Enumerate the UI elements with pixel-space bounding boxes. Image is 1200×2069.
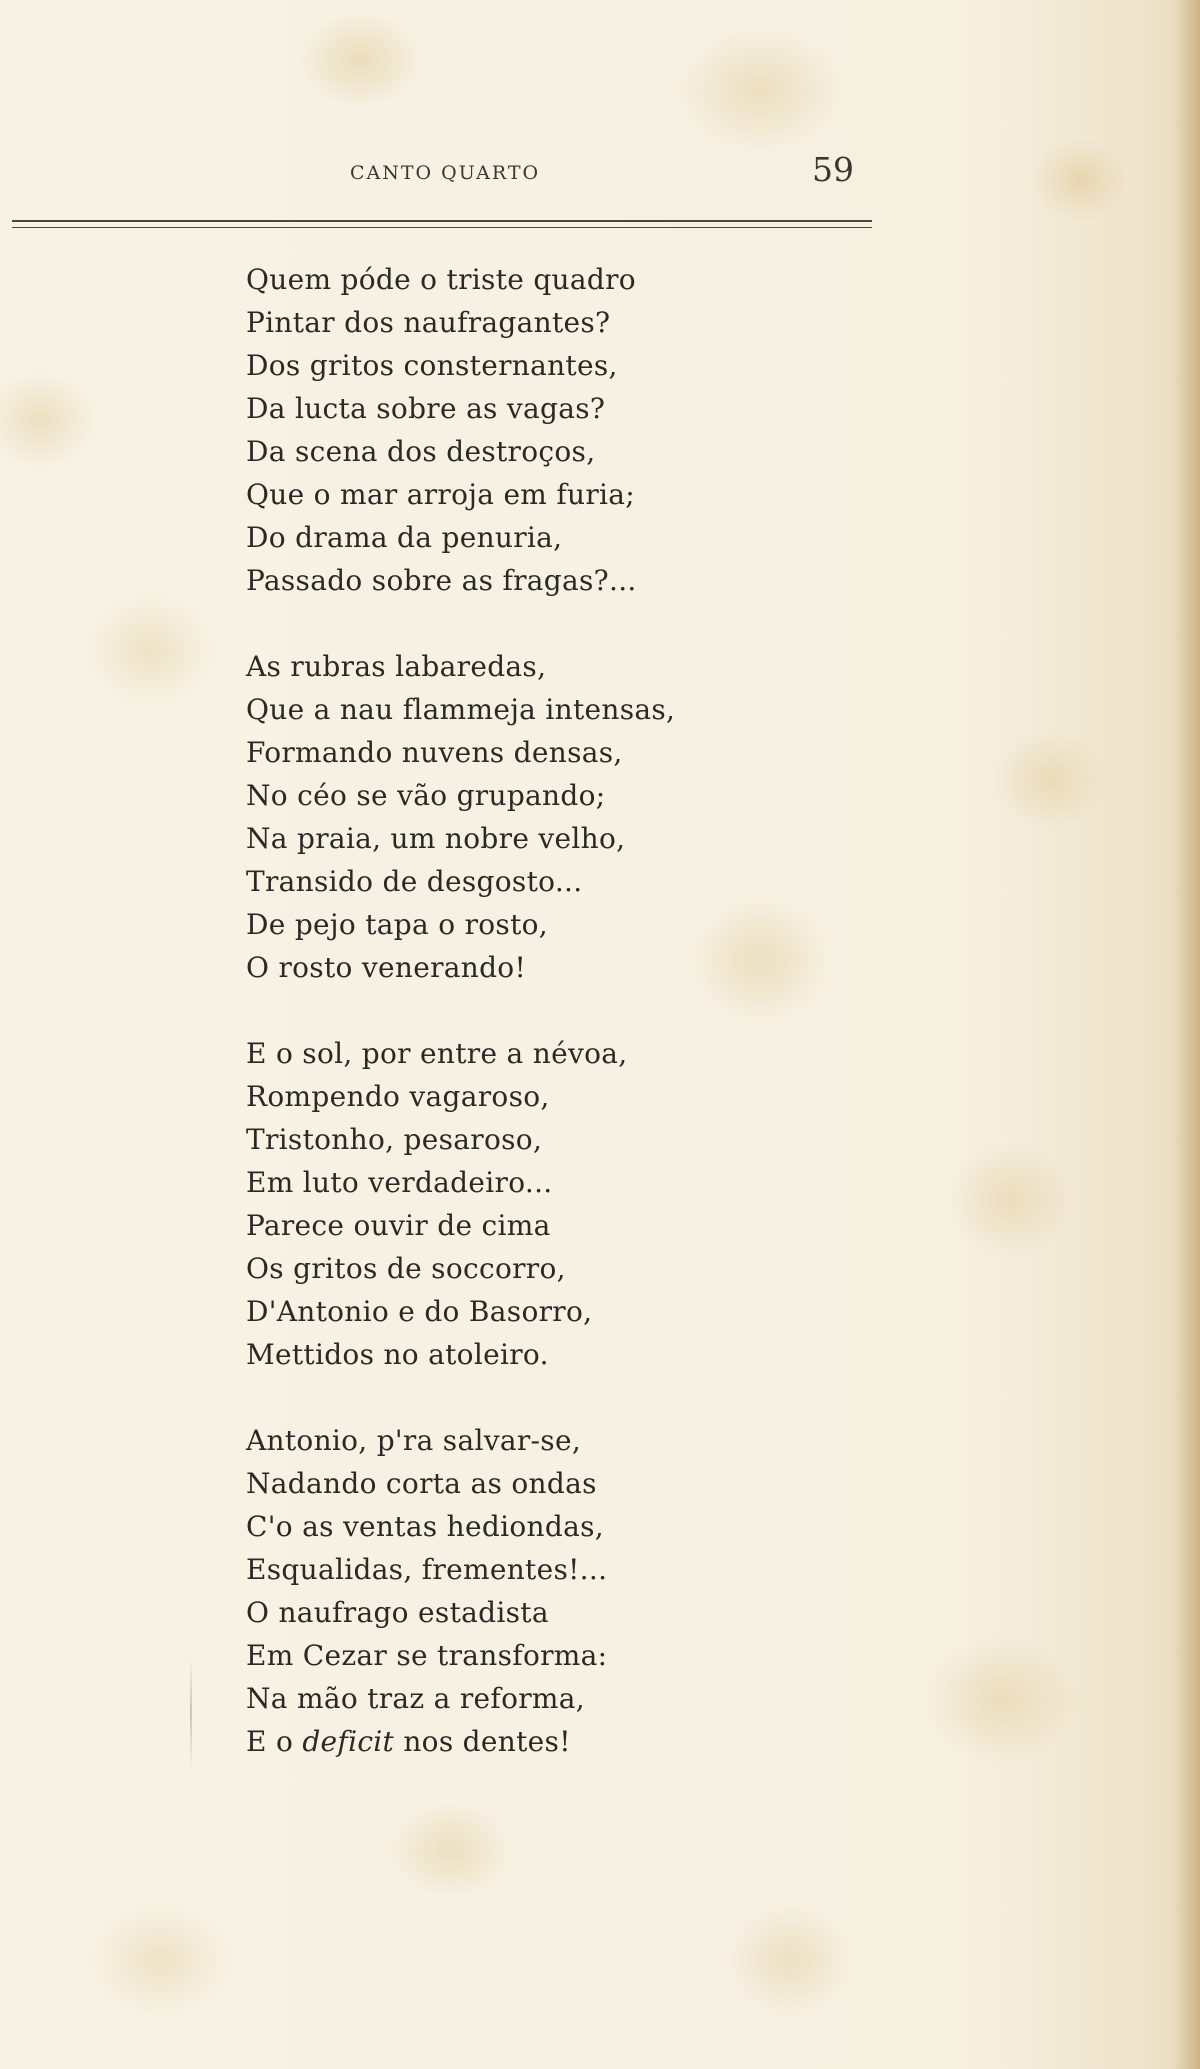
verse-line: C'o as ventas hediondas, [246, 1510, 604, 1543]
verse-line: Passado sobre as fragas?... [246, 564, 637, 597]
verse-line: Na mão traz a reforma, [246, 1682, 585, 1715]
page-number: 59 [812, 150, 854, 189]
stanza-4 [246, 1419, 766, 1763]
stanza-3 [246, 1032, 766, 1376]
verse-line: Do drama da penuria, [246, 521, 563, 554]
verse-line: Da lucta sobre as vagas? [246, 392, 606, 425]
italic-word: deficit [302, 1725, 395, 1758]
verse-text: E o [246, 1725, 303, 1758]
verse-line: O naufrago estadista [246, 1596, 549, 1629]
running-head: CANTO QUARTO [350, 162, 541, 184]
stanza-2 [246, 645, 766, 989]
verse-line: Parece ouvir de cima [246, 1209, 551, 1242]
verse-line: Nadando corta as ondas [246, 1467, 597, 1500]
verse-line: E o sol, por entre a névoa, [246, 1037, 628, 1070]
verse-line: Dos gritos consternantes, [246, 349, 618, 382]
verse-line: Esqualidas, frementes!... [246, 1553, 608, 1586]
verse-line: Rompendo vagaroso, [246, 1080, 550, 1113]
verse-line: Transido de desgosto... [246, 865, 583, 898]
poem [246, 258, 766, 1806]
margin-pencil-mark [190, 1658, 192, 1768]
verse-line: Da scena dos destroços, [246, 435, 596, 468]
stanza-1 [246, 258, 766, 602]
verse-line: D'Antonio e do Basorro, [246, 1295, 593, 1328]
verse-line: Em Cezar se transforma: [246, 1639, 608, 1672]
verse-line-last [246, 1720, 766, 1763]
verse-line: As rubras labaredas, [246, 650, 547, 683]
verse-line: De pejo tapa o rosto, [246, 908, 548, 941]
verse-line: Quem póde o triste quadro [246, 263, 636, 296]
verse-line: Os gritos de soccorro, [246, 1252, 566, 1285]
verse-line: Em luto verdadeiro... [246, 1166, 553, 1199]
verse-line: Pintar dos naufragantes? [246, 306, 611, 339]
verse-line: Que o mar arroja em furia; [246, 478, 636, 511]
verse-line: Na praia, um nobre velho, [246, 822, 626, 855]
verse-line: Mettidos no atoleiro. [246, 1338, 549, 1371]
verse-line: Que a nau flammeja intensas, [246, 693, 676, 726]
header-rule-bottom [12, 227, 872, 228]
verse-line: Tristonho, pesaroso, [246, 1123, 543, 1156]
page-edge-shadow [1174, 0, 1200, 2069]
verse-text: nos dentes! [394, 1725, 571, 1758]
header-rule-top [12, 220, 872, 222]
verse-line: O rosto venerando! [246, 951, 527, 984]
verse-line: Antonio, p'ra salvar-se, [246, 1424, 582, 1457]
verse-line: No céo se vão grupando; [246, 779, 606, 812]
verse-line: Formando nuvens densas, [246, 736, 623, 769]
